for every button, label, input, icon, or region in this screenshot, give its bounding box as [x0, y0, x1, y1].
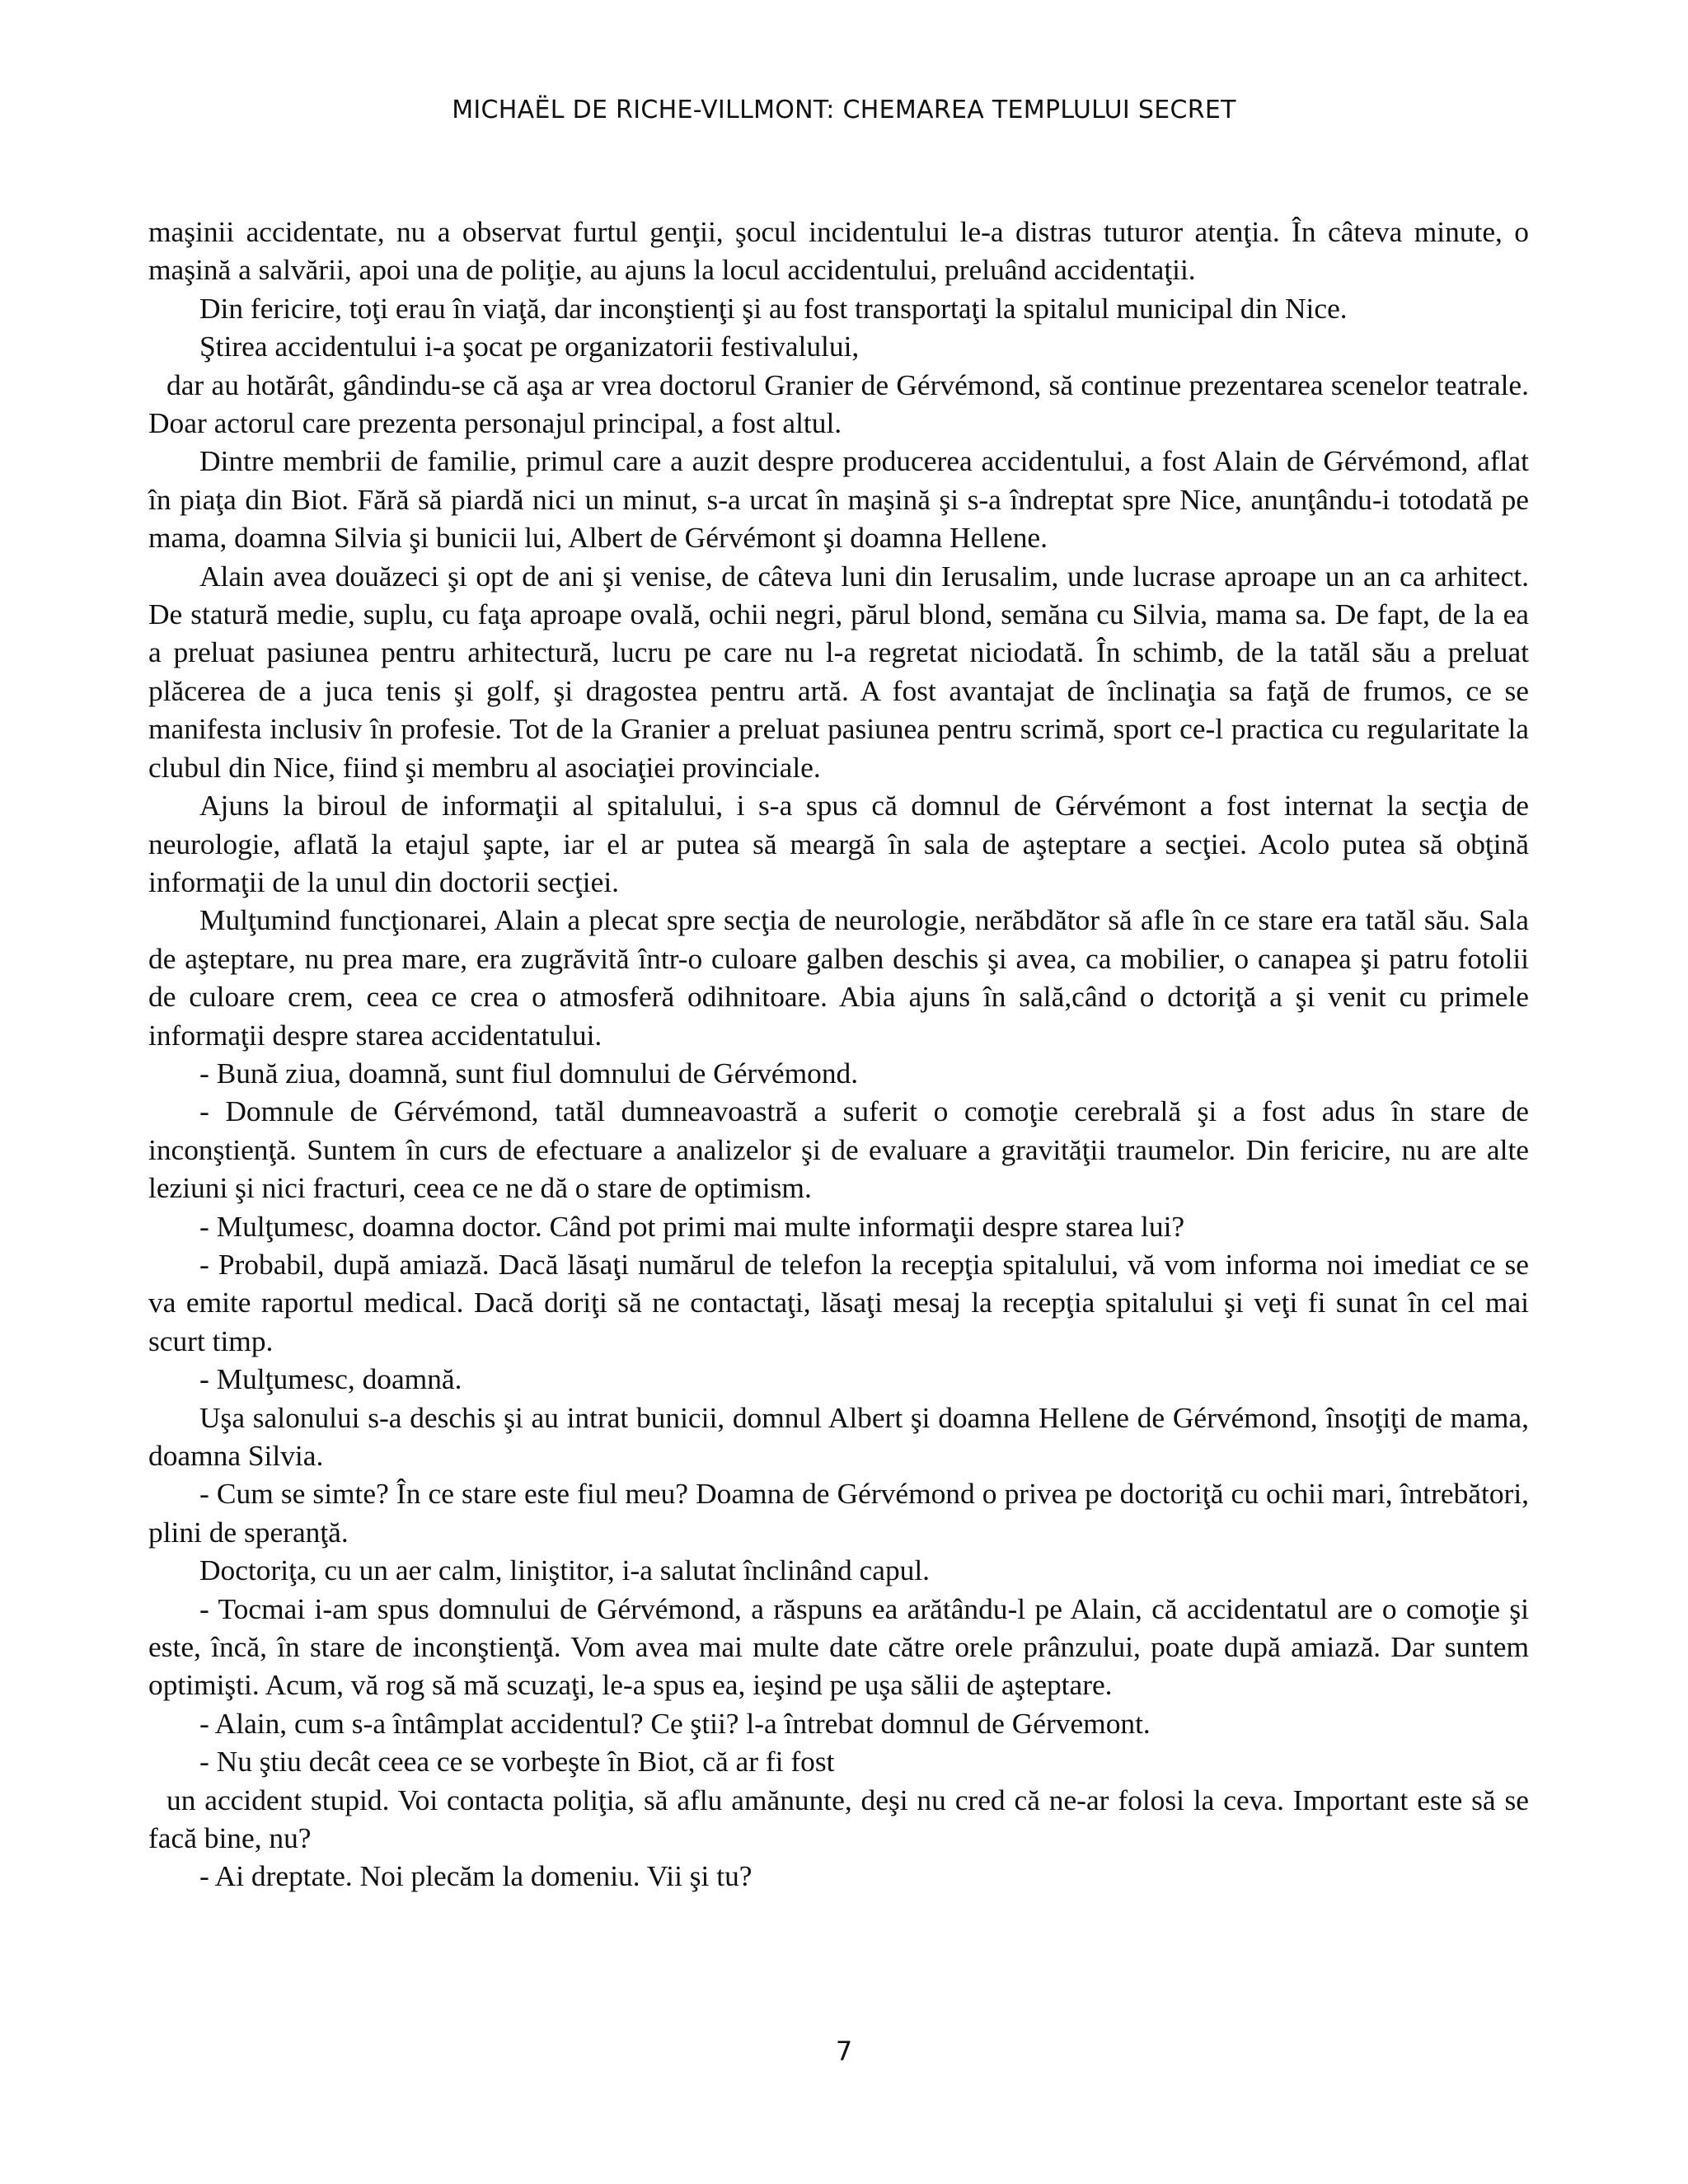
dialogue-line: - Cum se simte? În ce stare este fiul meu? Doamna de Gérvémond o privea pe doctoriţă cu ochii mari, întrebători, plini de speranţă. [148, 1477, 1529, 1549]
paragraph: Uşa salonului s-a deschis şi au intrat bunicii, domnul Albert şi doamna Hellene de Gérvémond, însoţiţi de mama, doamna Silvia. [148, 1400, 1529, 1472]
paragraph: Alain avea douăzeci şi opt de ani şi venise, de câteva luni din Ierusalim, unde lucrase aproape un an ca arhitect. De statură medie, suplu, cu faţa aproape ovală, ochii negri, părul blond, semăna cu Silvia, mama sa. De fapt, de la ea a preluat pasiunea pentru arhitectură, lucru pe care nu l-a regretat niciodată. În schimb, de la tatăl său a preluat plăcerea de a juca tenis şi golf, şi dragostea pentru artă. A fost avantajat de înclinaţia sa faţă de frumos, ce se manifesta inclusiv în profesie. Tot de la Granier a preluat pasiunea pentru scrimă, sport ce-l practica cu regularitate la clubul din Nice, fiind şi membru al asociaţiei provinciale. [148, 559, 1529, 784]
paragraph: Ştirea accidentului i-a şocat pe organizatorii festivalului, [199, 330, 860, 363]
dialogue-line: - Ai dreptate. Noi plecăm la domeniu. Vii şi tu? [199, 1859, 753, 1893]
paragraph: dar au hotărât, gândindu-se că aşa ar vrea doctorul Granier de Gérvémond, să continue prezentarea scenelor teatrale. Doar actorul care prezenta personajul principal, a fost altul. [148, 368, 1529, 440]
page-number: 7 [835, 2036, 853, 2067]
dialogue-line: - Alain, cum s-a întâmplat accidentul? Ce ştii? l-a întrebat domnul de Gérvemont. [199, 1706, 1151, 1740]
paragraph: un accident stupid. Voi contacta poliţia, să aflu amănunte, deşi nu cred că ne-ar folosi la ceva. Important este să se facă bine, nu? [148, 1783, 1529, 1855]
dialogue-line: - Domnule de Gérvémond, tatăl dumneavoastră a suferit o comoţie cerebrală şi a fost adus în stare de inconştienţă. Suntem în curs de efectuare a analizelor şi de evaluare a gravităţii traumelor. Din fericire, nu are alte leziuni şi nici fracturi, ceea ce ne dă o stare de optimism. [148, 1094, 1529, 1205]
dialogue-line: - Probabil, după amiază. Dacă lăsaţi numărul de telefon la recepţia spitalului, vă vom informa noi imediat ce se va emite raportul medical. Dacă doriţi să ne contactaţi, lăsaţi mesaj la recepţia spitalului şi veţi fi sunat în cel mai scurt timp. [148, 1247, 1529, 1357]
paragraph: Doctoriţa, cu un aer calm, liniştitor, i-a salutat înclinând capul. [199, 1554, 931, 1587]
dialogue-line: - Tocmai i-am spus domnului de Gérvémond, a răspuns ea arătându-l pe Alain, că accidentatul are o comoţie şi este, încă, în stare de inconştienţă. Vom avea mai multe date către orele prânzului, poate după amiază. Dar suntem optimişti. Acum, vă rog să mă scuzaţi, le-a spus ea, ieşind pe uşa sălii de aşteptare. [148, 1591, 1529, 1702]
body-text [148, 213, 1529, 1896]
running-header: MICHAËL DE RICHE-VILLMONT: CHEMAREA TEMPLULUI SECRET [452, 96, 1236, 124]
paragraph: Dintre membrii de familie, primul care a auzit despre producerea accidentului, a fost Alain de Gérvémond, aflat în piaţa din Biot. Fără să piardă nici un minut, s-a urcat în maşină şi s-a îndreptat spre Nice, anunţându-i totodată pe mama, doamna Silvia şi bunicii lui, Albert de Gérvémont şi doamna Hellene. [148, 444, 1529, 555]
paragraph: Mulţumind funcţionarei, Alain a plecat spre secţia de neurologie, nerăbdător să afle în ce stare era tatăl său. Sala de aşteptare, nu prea mare, era zugrăvită într-o culoare galben deschis şi avea, ca mobilier, o canapea şi patru fotolii de culoare crem, ceea ce crea o atmosferă odihnitoare. Abia ajuns în sală,când o dctoriţă a şi venit cu primele informaţii despre starea accidentatului. [148, 903, 1529, 1052]
dialogue-line: - Nu ştiu decât ceea ce se vorbeşte în Biot, că ar fi fost [199, 1745, 835, 1779]
dialogue-line: - Bună ziua, doamnă, sunt fiul domnului de Gérvémond. [199, 1056, 859, 1090]
paragraph: Din fericire, toţi erau în viaţă, dar inconştienţi şi au fost transportaţi la spitalul municipal din Nice. [199, 291, 1348, 325]
paragraph: maşinii accidentate, nu a observat furtul genţii, şocul incidentului le-a distras tuturor atenţia. În câteva minute, o maşină a salvării, apoi una de poliţie, au ajuns la locul accidentului, preluând accidentaţii. [148, 215, 1529, 287]
paragraph: Ajuns la biroul de informaţii al spitalului, i s-a spus că domnul de Gérvémont a fost internat la secţia de neurologie, aflată la etajul şapte, iar el ar putea să meargă în sala de aşteptare a secţiei. Acolo putea să obţină informaţii de la unul din doctorii secţiei. [148, 789, 1529, 898]
dialogue-line: - Mulţumesc, doamna doctor. Când pot primi mai multe informaţii despre starea lui? [199, 1209, 1185, 1243]
dialogue-line: - Mulţumesc, doamnă. [199, 1362, 462, 1396]
